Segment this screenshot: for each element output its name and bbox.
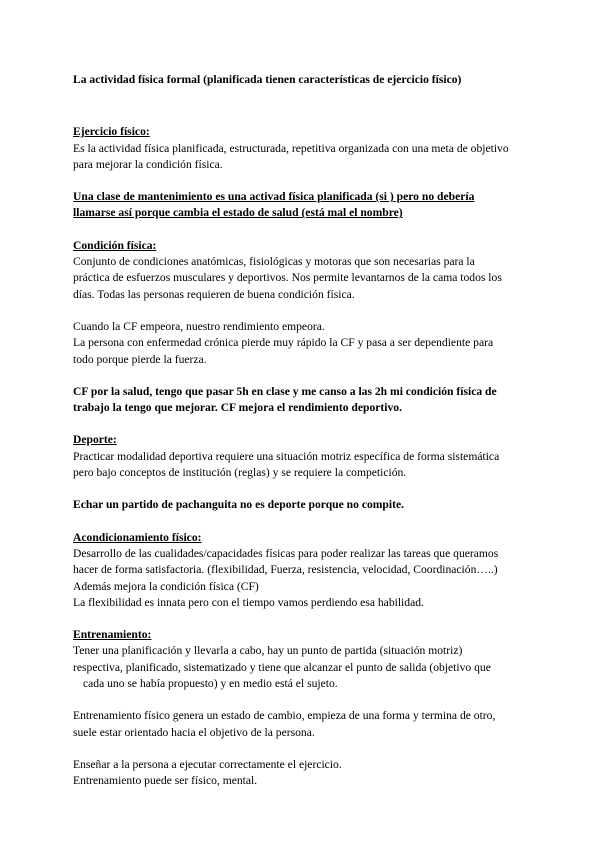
note-line: Una clase de mantenimiento es una activad física planificada (si ) pero no debería bbox=[73, 190, 475, 204]
bold-line: trabajo la tengo que mejorar. CF mejora el rendimiento deportivo. bbox=[73, 401, 402, 415]
body-line: Cuando la CF empeora, nuestro rendimiento empeora. bbox=[73, 319, 325, 333]
document-body bbox=[73, 72, 535, 790]
section-acondicionamiento-fisico bbox=[73, 530, 535, 611]
note-line: llamarse así porque cambia el estado de salud (está mal el nombre) bbox=[73, 206, 403, 220]
paragraph-ensenar bbox=[73, 757, 535, 790]
section-deporte bbox=[73, 432, 535, 481]
section-heading: Condición física: bbox=[73, 238, 157, 252]
paragraph-entrenamiento-fisico bbox=[73, 708, 535, 741]
section-heading: Ejercicio físico: bbox=[73, 125, 150, 139]
body-line: Desarrollo de las cualidades/capacidades físicas para poder realizar las tareas que queramos bbox=[73, 546, 499, 560]
body-line: Entrenamiento físico genera un estado de cambio, empieza de una forma y termina de otro, bbox=[73, 709, 496, 723]
paragraph-cf-empeora bbox=[73, 319, 535, 368]
paragraph-pachanguita bbox=[73, 497, 535, 513]
body-line: cada uno se había propuesto) y en medio está el sujeto. bbox=[83, 677, 338, 691]
section-heading: Deporte: bbox=[73, 433, 117, 447]
bold-line: Echar un partido de pachanguita no es deporte porque no compite. bbox=[73, 498, 404, 512]
body-line: para mejorar la condición física. bbox=[73, 157, 223, 171]
body-line: todo porque pierde la fuerza. bbox=[73, 352, 207, 366]
body-line: días. Todas las personas requieren de buena condición física. bbox=[73, 287, 355, 301]
body-line: pero bajo conceptos de institución (reglas) y se requiere la competición. bbox=[73, 466, 407, 480]
section-ejercicio-fisico bbox=[73, 124, 535, 173]
section-heading: Entrenamiento: bbox=[73, 628, 152, 642]
body-line: respectiva, planificado, sistematizado y tiene que alcanzar el punto de salida (objetivo que bbox=[73, 660, 491, 674]
note-clase-mantenimiento bbox=[73, 189, 535, 222]
section-entrenamiento bbox=[73, 627, 535, 692]
body-line: La persona con enfermedad crónica pierde muy rápido la CF y pasa a ser dependiente para bbox=[73, 336, 494, 350]
body-line: práctica de esfuerzos musculares y deportivos. Nos permite levantarnos de la cama todos los bbox=[73, 271, 502, 285]
body-line: Enseñar a la persona a ejecutar correctamente el ejercicio. bbox=[73, 757, 342, 771]
body-line: Es la actividad física planificada, estructurada, repetitiva organizada con una meta de objetivo bbox=[73, 141, 509, 155]
body-line: suele estar orientado hacia el objetivo de la persona. bbox=[73, 725, 315, 739]
body-line: hacer de forma satisfactoria. (flexibilidad, Fuerza, resistencia, velocidad, Coordinación…..) bbox=[73, 563, 498, 577]
section-heading: Acondicionamiento físico: bbox=[73, 530, 202, 544]
document-title: La actividad física formal (planificada tienen características de ejercicio físico) bbox=[73, 73, 462, 86]
bold-line: CF por la salud, tengo que pasar 5h en clase y me canso a las 2h mi condición física de bbox=[73, 384, 497, 398]
body-line: Conjunto de condiciones anatómicas, fisiológicas y motoras que son necesarias para la bbox=[73, 255, 475, 269]
body-line: Entrenamiento puede ser físico, mental. bbox=[73, 774, 258, 788]
body-line: La flexibilidad es innata pero con el tiempo vamos perdiendo esa habilidad. bbox=[73, 595, 424, 609]
paragraph-cf-salud bbox=[73, 384, 535, 417]
body-line: Practicar modalidad deportiva requiere una situación motriz específica de forma sistemática bbox=[73, 449, 500, 463]
section-condicion-fisica bbox=[73, 238, 535, 303]
body-line: Tener una planificación y llevarla a cabo, hay un punto de partida (situación motriz) bbox=[73, 644, 463, 658]
body-line: Además mejora la condición física (CF) bbox=[73, 579, 259, 593]
